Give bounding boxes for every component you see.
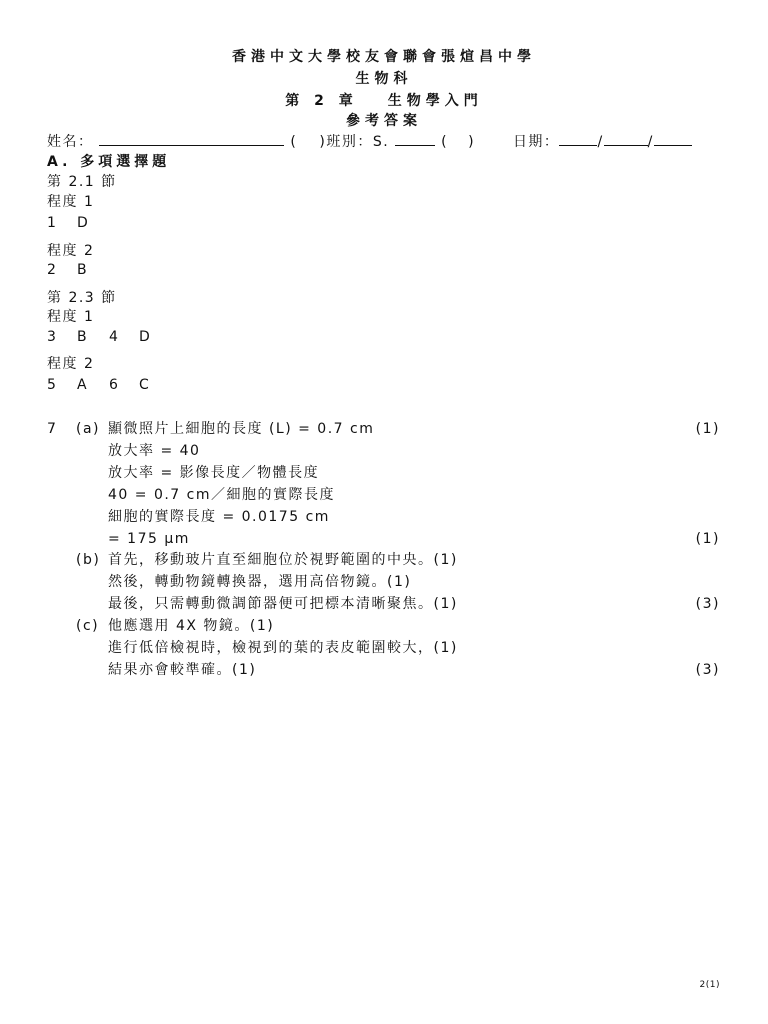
name-label: 姓名： [47,134,94,150]
answer-row [47,260,88,280]
question-number: 3 [47,329,58,345]
level-2-heading: 程度 2 [47,356,95,372]
name-blank[interactable] [99,131,284,146]
q7-number: 7 [47,421,58,437]
class-blank[interactable] [395,131,435,146]
q7-a-line: 放大率 = 影像長度／物體長度 [108,465,320,481]
chapter-number: 第 2 章 [285,93,358,109]
subject-title: 生物科 [355,71,413,87]
q7-b-line: 首先，移動玻片直至細胞位於視野範圍的中央。(1) [108,552,458,568]
q7-a-line: 放大率 = 40 [108,443,201,459]
date-slash-2: / [647,134,654,150]
marks: (1) [695,531,720,547]
q7-c-line: 他應選用 4X 物鏡。(1) [108,618,275,634]
page-number: 2(1) [699,980,720,990]
class-no-blank[interactable] [448,132,468,146]
school-name: 香港中文大學校友會聯會張煊昌中學 [232,49,536,65]
class-label: 班別：S. [326,134,390,150]
answer-row [47,327,151,347]
chapter-title: 生物學入門 [387,93,483,109]
answer-row [47,213,89,233]
marks: (1) [695,421,720,437]
question-number: 5 [47,377,58,393]
q7-b-line: 然後，轉動物鏡轉換器，選用高倍物鏡。(1) [108,574,412,590]
question-number: 6 [109,377,120,393]
date-day-blank[interactable] [559,131,597,146]
section-2-1-heading: 第 2.1 節 [47,174,117,190]
answer-choice: C [139,377,151,393]
question-number: 2 [47,262,58,278]
section-a-heading [47,152,170,172]
q7-c-label: (c) [76,618,100,634]
section-2-3-heading: 第 2.3 節 [47,290,117,306]
q7-a-line: 顯微照片上細胞的長度 (L) = 0.7 cm [108,421,375,437]
date-label: 日期： [512,134,560,150]
number-paren-open: ( [290,134,298,150]
level-2-heading: 程度 2 [47,243,95,259]
q7-a-line: 細胞的實際長度 = 0.0175 cm [108,509,330,525]
section-a-title: 多項選擇題 [80,154,171,170]
answer-row [47,375,150,395]
level-1-heading: 程度 1 [47,194,95,210]
class-no-paren-close: ) [468,134,476,150]
chapter-heading [0,90,768,110]
number-paren-close: ) [319,134,327,150]
number-blank[interactable] [297,132,319,146]
q7-b-line: 最後，只需轉動微調節器便可把標本清晰聚焦。(1) [108,596,458,612]
class-no-paren-open: ( [441,134,449,150]
document-title: 參考答案 [346,113,422,129]
marks: (3) [695,596,720,612]
q7-a-label: (a) [76,421,101,437]
question-number: 1 [47,215,58,231]
date-month-blank[interactable] [604,131,648,146]
student-info-line [47,131,692,152]
q7-a-line: 40 = 0.7 cm／細胞的實際長度 [108,487,335,503]
level-1-heading: 程度 1 [47,309,95,325]
answer-choice: D [77,215,90,231]
question-number: 4 [109,329,120,345]
answer-choice: D [139,329,152,345]
date-slash-1: / [597,134,604,150]
marks: (3) [695,662,720,678]
section-a-label: A. [47,154,72,170]
q7-c-line: 進行低倍檢視時，檢視到的葉的表皮範圍較大，(1) [108,640,458,656]
q7-c-line: 結果亦會較準確。(1) [108,662,257,678]
answer-choice: B [77,329,89,345]
answer-choice: B [77,262,89,278]
answer-choice: A [77,377,89,393]
q7-a-line: = 175 μm [108,531,190,547]
q7-b-label: (b) [76,552,101,568]
date-year-blank[interactable] [654,131,692,146]
